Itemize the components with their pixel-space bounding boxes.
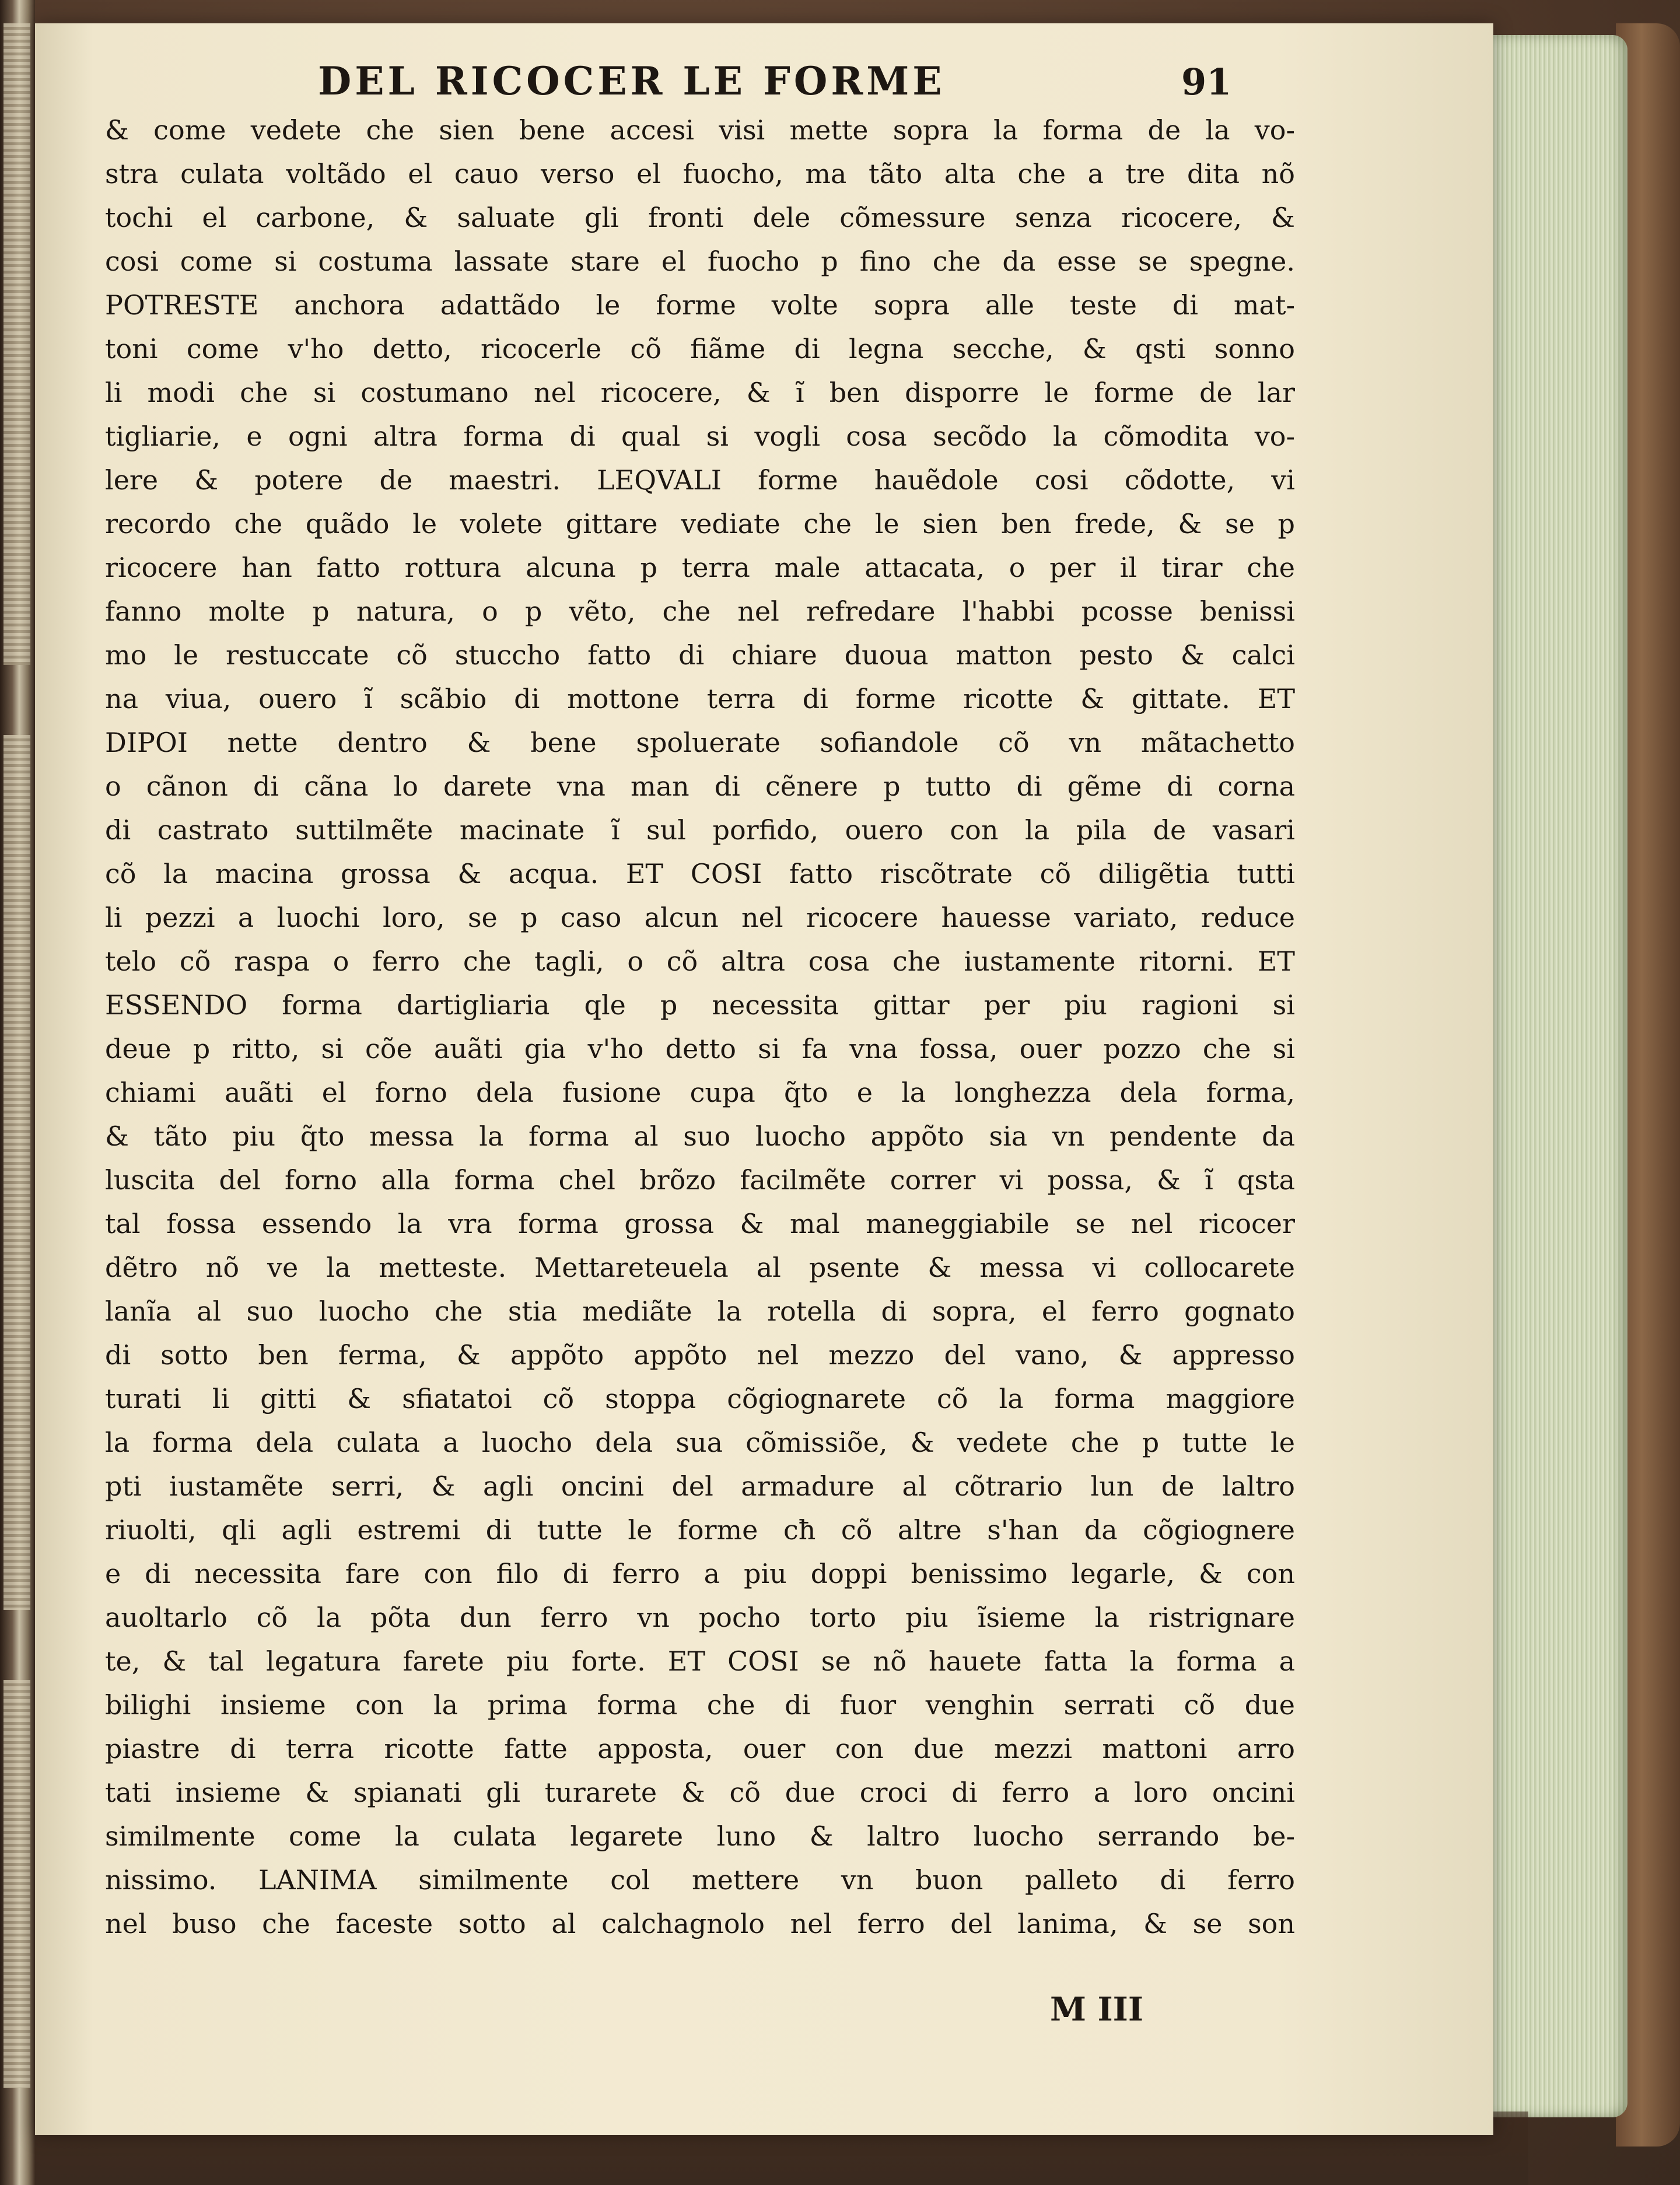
text-line: di sotto ben ferma, & appõto appõto nel mezzo del vano, & appresso bbox=[105, 1339, 1295, 1371]
text-line: e di necessita fare con filo di ferro a piu doppi benissimo legarle, & con bbox=[105, 1558, 1295, 1589]
text-line: nel buso che faceste sotto al calchagnolo nel ferro del lanima, & se son bbox=[105, 1908, 1295, 1939]
text-line: riuolti, qli agli estremi di tutte le forme cħ cõ altre s'han da cõgiognere bbox=[105, 1514, 1295, 1546]
text-line: ricocere han fatto rottura alcuna p terra male attacata, o per il tirar che bbox=[105, 552, 1295, 583]
text-line: toni come v'ho detto, ricocerle cõ fiãme di legna secche, & qsti sonno bbox=[105, 333, 1295, 365]
text-line: & tãto piu q̃to messa la forma al suo luocho appõto sia vn pendente da bbox=[105, 1120, 1295, 1152]
text-line: luscita del forno alla forma chel brõzo facilmẽte correr vi possa, & ĩ qsta bbox=[105, 1164, 1295, 1196]
text-line: POTRESTE anchora adattãdo le forme volte sopra alle teste di mat- bbox=[105, 289, 1295, 321]
text-line: li modi che si costumano nel ricocere, & ĩ ben disporre le forme de lar bbox=[105, 377, 1295, 408]
text-line: la forma dela culata a luocho dela sua cõmissiõe, & vedete che p tutte le bbox=[105, 1427, 1295, 1458]
text-line: te, & tal legatura farete piu forte. ET COSI se nõ hauete fatta la forma a bbox=[105, 1645, 1295, 1677]
text-line: stra culata voltãdo el cauo verso el fuocho, ma tãto alta che a tre dita nõ bbox=[105, 158, 1295, 190]
text-line: deue p ritto, si cõe auãti gia v'ho detto si fa vna fossa, ouer pozzo che si bbox=[105, 1033, 1295, 1065]
text-line: cosi come si costuma lassate stare el fuocho p fino che da esse se spegne. bbox=[105, 246, 1295, 277]
text-line: & come vedete che sien bene accesi visi mette sopra la forma de la vo- bbox=[105, 114, 1295, 146]
text-line: tal fossa essendo la vra forma grossa & mal maneggiabile se nel ricocer bbox=[105, 1208, 1295, 1239]
text-line: o cãnon di cãna lo darete vna man di cẽnere p tutto di gẽme di corna bbox=[105, 771, 1295, 802]
adjacent-text-strip bbox=[4, 23, 30, 665]
text-line: pti iustamẽte serri, & agli oncini del armadure al cõtrario lun de laltro bbox=[105, 1470, 1295, 1502]
body-text bbox=[105, 108, 1295, 1946]
text-line: similmente come la culata legarete luno & laltro luocho serrando be- bbox=[105, 1820, 1295, 1852]
text-line: tigliarie, e ogni altra forma di qual si vogli cosa secõdo la cõmodita vo- bbox=[105, 421, 1295, 452]
running-head: DEL RICOCER LE FORME bbox=[318, 58, 946, 104]
text-line: dẽtro nõ ve la metteste. Mettareteuela al psente & messa vi collocarete bbox=[105, 1252, 1295, 1283]
text-line: bilighi insieme con la prima forma che di fuor venghin serrati cõ due bbox=[105, 1689, 1295, 1721]
text-line: piastre di terra ricotte fatte apposta, ouer con due mezzi mattoni arro bbox=[105, 1733, 1295, 1764]
text-line: tati insieme & spianati gli turarete & cõ due croci di ferro a loro oncini bbox=[105, 1777, 1295, 1808]
text-line: turati li gitti & sfiatatoi cõ stoppa cõgiognarete cõ la forma maggiore bbox=[105, 1383, 1295, 1414]
text-line: lere & potere de maestri. LEQVALI forme hauẽdole cosi cõdotte, vi bbox=[105, 464, 1295, 496]
text-line: li pezzi a luochi loro, se p caso alcun nel ricocere hauesse variato, reduce bbox=[105, 902, 1295, 933]
text-line: lanĩa al suo luocho che stia mediãte la rotella di sopra, el ferro gognato bbox=[105, 1295, 1295, 1327]
text-line: di castrato suttilmẽte macinate ĩ sul porfido, ouero con la pila de vasari bbox=[105, 814, 1295, 846]
text-line: fanno molte p natura, o p vẽto, che nel refredare l'habbi pcosse benissi bbox=[105, 596, 1295, 627]
text-line: mo le restuccate cõ stuccho fatto di chiare duoua matton pesto & calci bbox=[105, 639, 1295, 671]
text-line: telo cõ raspa o ferro che tagli, o cõ altra cosa che iustamente ritorni. ET bbox=[105, 946, 1295, 977]
page-fore-edge bbox=[1476, 35, 1628, 2117]
text-line: ESSENDO forma dartigliaria qle p necessita gittar per piu ragioni si bbox=[105, 989, 1295, 1021]
adjacent-text-strip bbox=[4, 1680, 30, 2088]
text-line: na viua, ouero ĩ scãbio di mottone terra di forme ricotte & gittate. ET bbox=[105, 683, 1295, 715]
signature-mark: M III bbox=[1050, 1990, 1144, 2029]
text-line: nissimo. LANIMA similmente col mettere vn buon palleto di ferro bbox=[105, 1864, 1295, 1896]
text-line: cõ la macina grossa & acqua. ET COSI fatto riscõtrate cõ diligẽtia tutti bbox=[105, 858, 1295, 890]
page-number: 91 bbox=[1181, 61, 1232, 103]
adjacent-text-strip bbox=[4, 735, 30, 1610]
text-line: recordo che quãdo le volete gittare vediate che le sien ben frede, & se p bbox=[105, 508, 1295, 540]
text-line: tochi el carbone, & saluate gli fronti dele cõmessure senza ricocere, & bbox=[105, 202, 1295, 233]
text-line: chiami auãti el forno dela fusione cupa q̃to e la longhezza dela forma, bbox=[105, 1077, 1295, 1108]
text-line: auoltarlo cõ la põta dun ferro vn pocho torto piu ĩsieme la ristrignare bbox=[105, 1602, 1295, 1633]
text-line: DIPOI nette dentro & bene spoluerate sofiandole cõ vn mãtachetto bbox=[105, 727, 1295, 758]
adjacent-page-edge bbox=[0, 0, 35, 2185]
